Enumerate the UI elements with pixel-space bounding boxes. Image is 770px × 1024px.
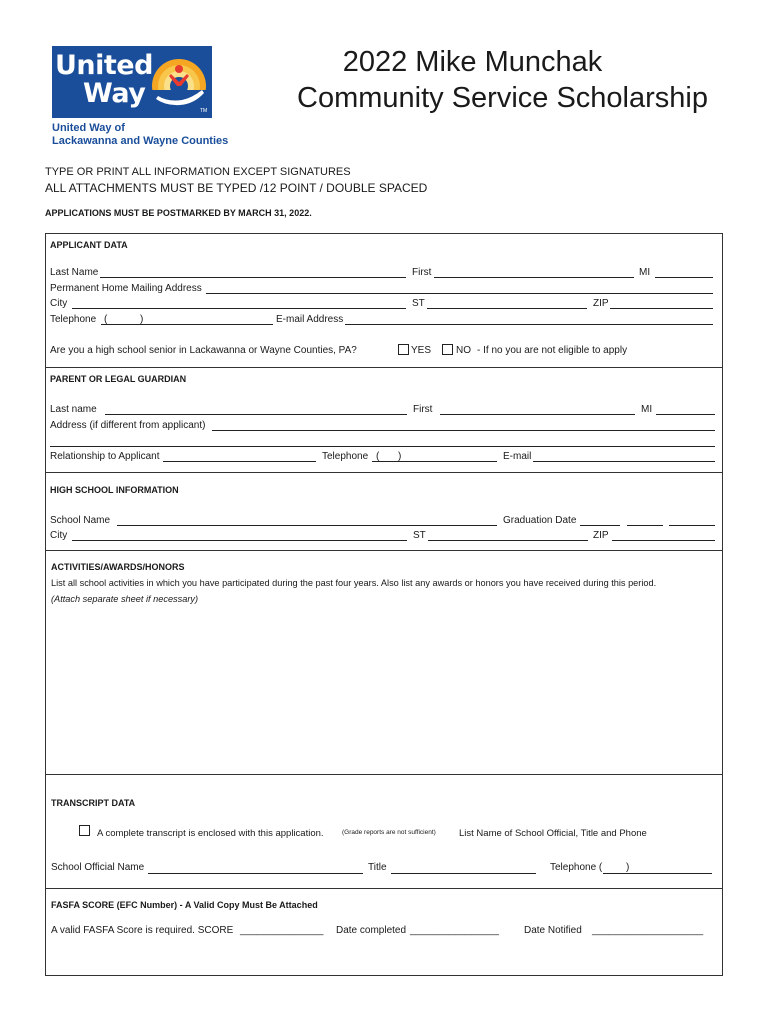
guardian-email-field[interactable] xyxy=(533,461,715,462)
applicant-st-field[interactable] xyxy=(427,308,587,309)
activities-instructions: List all school activities in which you have participated during the past four years. Also list any awards or honors you have received during this period. xyxy=(51,578,657,588)
school-name-field[interactable] xyxy=(117,525,497,526)
graduation-month-field[interactable] xyxy=(580,525,620,526)
school-st-field[interactable] xyxy=(428,540,588,541)
guardian-last-name-field[interactable] xyxy=(105,414,407,415)
guardian-telephone-field[interactable] xyxy=(372,461,497,462)
guardian-telephone-label: Telephone xyxy=(322,451,369,462)
school-name-label: School Name xyxy=(50,515,111,526)
official-telephone-field[interactable] xyxy=(603,873,712,874)
activities-attach-note: (Attach separate sheet if necessary) xyxy=(51,594,199,604)
applicant-telephone-field[interactable] xyxy=(101,324,273,325)
fasfa-required-label: A valid FASFA Score is required. SCORE xyxy=(51,925,234,936)
fasfa-date-notified-label: Date Notified xyxy=(524,925,582,936)
senior-no-checkbox[interactable] xyxy=(442,344,453,355)
applicant-first-label: First xyxy=(412,267,432,278)
hand-rainbow-icon xyxy=(148,52,210,114)
form-title-line1: 2022 Mike Munchak xyxy=(342,46,603,78)
united-way-logo xyxy=(52,46,212,118)
guardian-mi-field[interactable] xyxy=(656,414,715,415)
applicant-data-heading: APPLICANT DATA xyxy=(50,240,128,250)
logo-subtitle-2: Lackawanna and Wayne Counties xyxy=(52,135,229,147)
applicant-first-name-field[interactable] xyxy=(434,277,634,278)
senior-question: Are you a high school senior in Lackawanna or Wayne Counties, PA? xyxy=(50,345,357,356)
fasfa-date-completed-label: Date completed xyxy=(336,925,407,936)
applicant-mi-field[interactable] xyxy=(655,277,713,278)
school-city-field[interactable] xyxy=(72,540,407,541)
guardian-last-name-label: Last name xyxy=(50,404,97,415)
applicant-last-name-label: Last Name xyxy=(50,267,99,278)
official-name-field[interactable] xyxy=(148,873,363,874)
guardian-email-label: E-mail xyxy=(503,451,532,462)
instruction-postmark-deadline: APPLICATIONS MUST BE POSTMARKED BY MARCH 31, 2022. xyxy=(45,208,312,218)
applicant-zip-label: ZIP xyxy=(593,298,609,309)
guardian-relationship-label: Relationship to Applicant xyxy=(50,451,160,462)
senior-no-note: - If no you are not eligible to apply xyxy=(477,345,628,356)
guardian-address-field-2[interactable] xyxy=(50,446,715,447)
guardian-relationship-field[interactable] xyxy=(163,461,316,462)
logo-word-united: United xyxy=(55,50,153,81)
applicant-st-label: ST xyxy=(412,298,425,309)
logo-subtitle-1: United Way of xyxy=(52,122,125,134)
applicant-mi-label: MI xyxy=(639,267,651,278)
graduation-year-field[interactable] xyxy=(669,525,715,526)
guardian-telephone-paren-open: ( xyxy=(376,451,380,462)
applicant-telephone-paren-open: ( xyxy=(104,314,108,325)
guardian-address-field[interactable] xyxy=(212,430,715,431)
official-title-field[interactable] xyxy=(391,873,536,874)
applicant-address-field[interactable] xyxy=(206,293,713,294)
applicant-email-field[interactable] xyxy=(345,324,713,325)
graduation-date-label: Graduation Date xyxy=(503,515,577,526)
logo-trademark: TM xyxy=(200,108,208,114)
school-zip-label: ZIP xyxy=(593,530,609,541)
high-school-heading: HIGH SCHOOL INFORMATION xyxy=(50,485,179,495)
senior-yes-checkbox[interactable] xyxy=(398,344,409,355)
form-title-line2: Community Service Scholarship xyxy=(297,82,708,114)
fasfa-date-completed-field[interactable]: ________________ xyxy=(410,925,499,936)
logo-word-way: Way xyxy=(83,78,146,109)
guardian-heading: PARENT OR LEGAL GUARDIAN xyxy=(50,374,187,384)
guardian-telephone-paren-close: ) xyxy=(398,451,402,462)
guardian-first-label: First xyxy=(413,404,433,415)
applicant-email-label: E-mail Address xyxy=(276,314,344,325)
official-name-label: School Official Name xyxy=(51,862,145,873)
transcript-enclosed-label: A complete transcript is enclosed with this application. xyxy=(97,828,324,839)
applicant-last-name-field[interactable] xyxy=(100,277,406,278)
transcript-enclosed-checkbox[interactable] xyxy=(79,825,90,836)
applicant-city-field[interactable] xyxy=(72,308,406,309)
school-st-label: ST xyxy=(413,530,426,541)
guardian-mi-label: MI xyxy=(641,404,653,415)
school-city-label: City xyxy=(50,530,68,541)
applicant-telephone-label: Telephone xyxy=(50,314,97,325)
guardian-address-label: Address (if different from applicant) xyxy=(50,420,206,431)
fasfa-heading: FASFA SCORE (EFC Number) - A Valid Copy Must Be Attached xyxy=(51,900,318,910)
graduation-day-field[interactable] xyxy=(627,525,663,526)
instruction-attachments: ALL ATTACHMENTS MUST BE TYPED /12 POINT / DOUBLE SPACED xyxy=(45,181,428,195)
applicant-address-label: Permanent Home Mailing Address xyxy=(50,283,202,294)
activities-input-area[interactable] xyxy=(50,610,718,770)
official-telephone-label: Telephone ( xyxy=(550,862,603,873)
fasfa-date-notified-field[interactable]: ____________________ xyxy=(592,925,704,936)
official-telephone-paren-close: ) xyxy=(626,862,630,873)
school-zip-field[interactable] xyxy=(612,540,715,541)
official-title-label: Title xyxy=(368,862,387,873)
senior-yes-label: YES xyxy=(411,345,432,356)
applicant-zip-field[interactable] xyxy=(610,308,713,309)
transcript-grade-note: (Grade reports are not sufficient) xyxy=(342,829,436,836)
transcript-list-instructions: List Name of School Official, Title and Phone xyxy=(459,828,647,839)
transcript-heading: TRANSCRIPT DATA xyxy=(51,798,136,808)
guardian-first-name-field[interactable] xyxy=(440,414,635,415)
senior-no-label: NO xyxy=(456,345,471,356)
applicant-city-label: City xyxy=(50,298,68,309)
applicant-telephone-paren-close: ) xyxy=(140,314,144,325)
fasfa-score-field[interactable]: _______________ xyxy=(240,925,324,936)
activities-heading: ACTIVITIES/AWARDS/HONORS xyxy=(51,562,185,572)
instruction-type-or-print: TYPE OR PRINT ALL INFORMATION EXCEPT SIGNATURES xyxy=(45,166,351,178)
